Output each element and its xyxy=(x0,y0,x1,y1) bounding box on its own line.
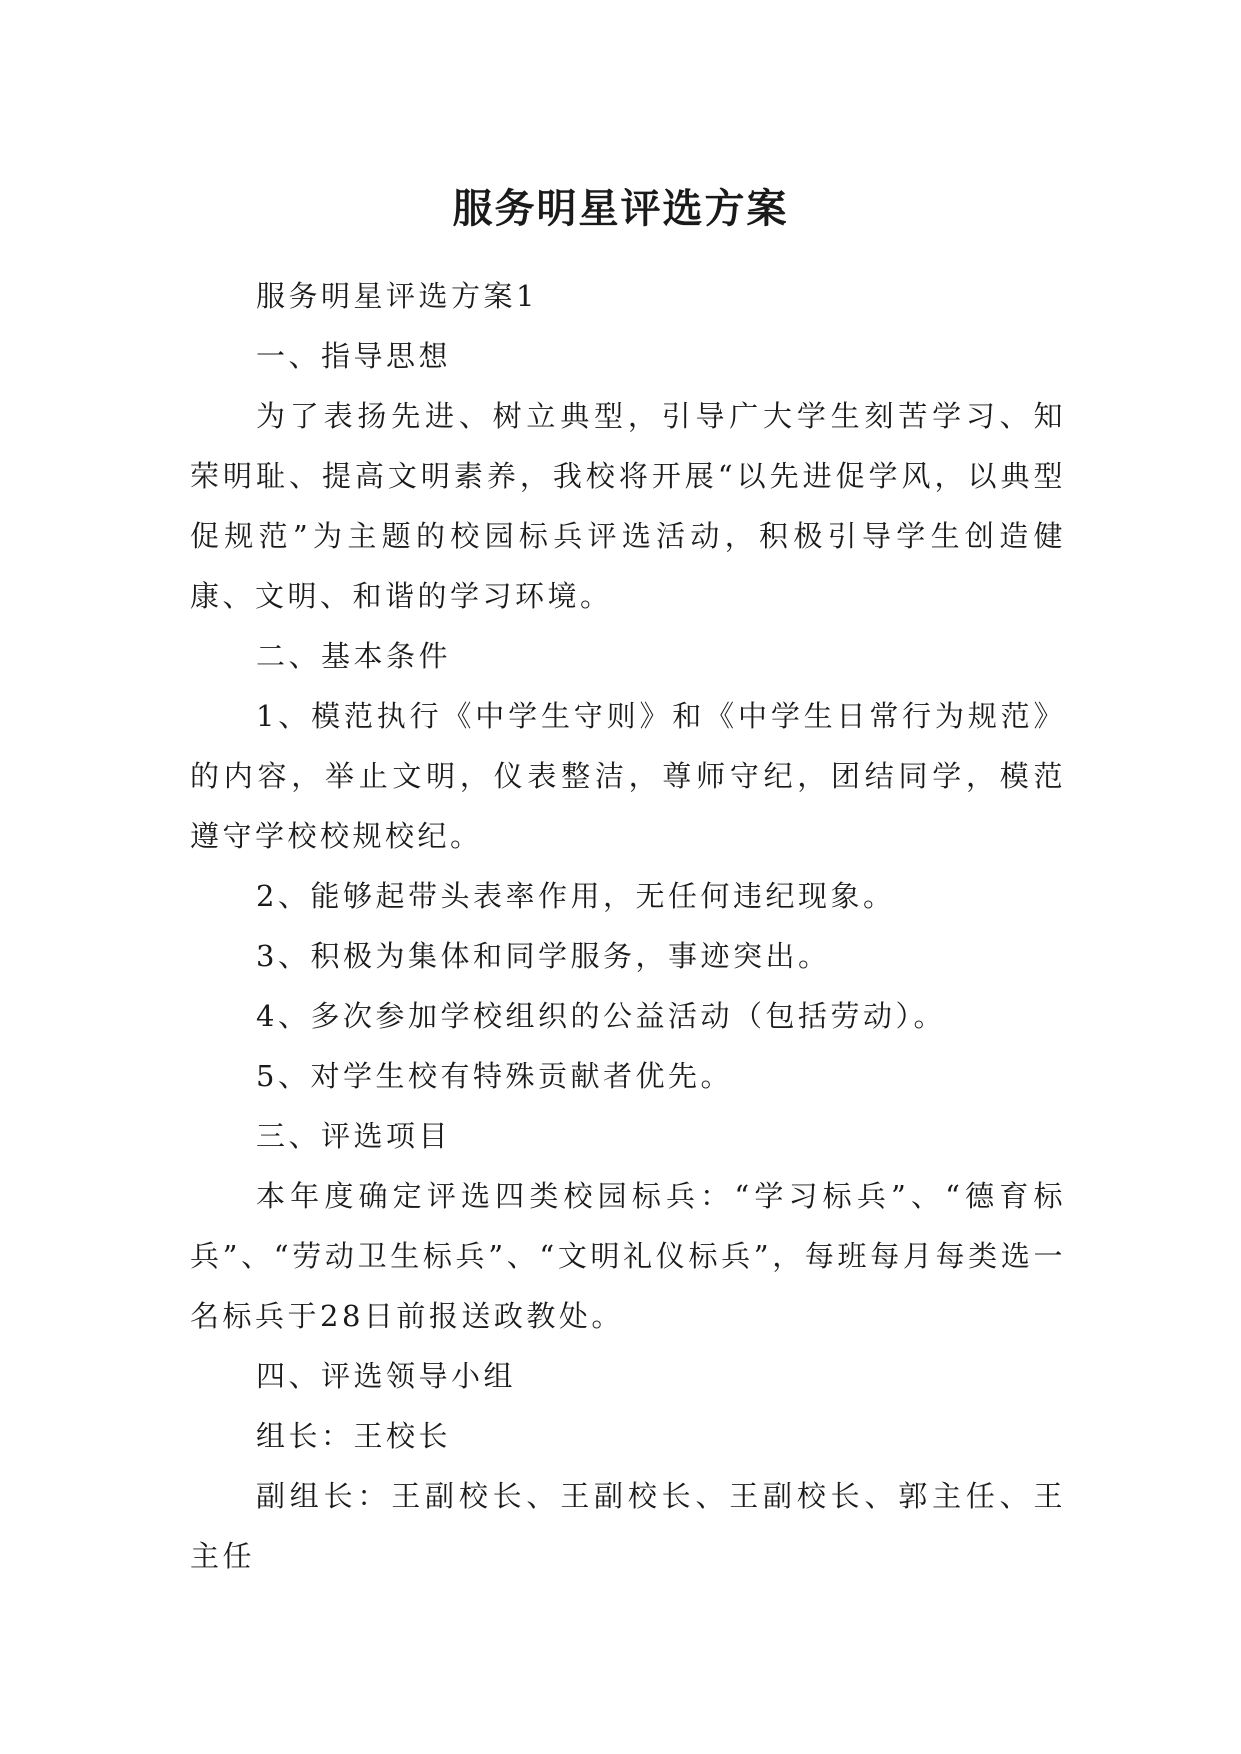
paragraph-condition-3: 3、积极为集体和同学服务，事迹突出。 xyxy=(256,939,831,973)
document-title: 服务明星评选方案 xyxy=(452,184,789,232)
paragraph-condition-5: 5、对学生校有特殊贡献者优先。 xyxy=(256,1059,733,1093)
paragraph-condition-2: 2、能够起带头表率作用，无任何违纪现象。 xyxy=(256,879,896,913)
heading-selection-items: 三、评选项目 xyxy=(256,1119,452,1153)
heading-leadership-group: 四、评选领导小组 xyxy=(256,1359,517,1393)
paragraph-selection-items: 本年度确定评选四类校园标兵：“学习标兵”、“德育标兵”、“劳动卫生标兵”、“文明礼仪标兵”，每班每月每类选一名标兵于28日前报送政教处。 xyxy=(190,1179,1066,1333)
heading-guiding-ideology: 一、指导思想 xyxy=(256,339,452,373)
paragraph-condition-1: 1、模范执行《中学生守则》和《中学生日常行为规范》的内容，举止文明，仪表整洁，尊师守纪，团结同学，模范遵守学校校规校纪。 xyxy=(190,699,1066,853)
paragraph-condition-4: 4、多次参加学校组织的公益活动（包括劳动）。 xyxy=(256,999,946,1033)
paragraph-deputy-leaders: 副组长：王副校长、王副校长、王副校长、郭主任、王主任 xyxy=(190,1479,1066,1573)
paragraph-group-leader: 组长：王校长 xyxy=(256,1419,452,1453)
paragraph-subtitle: 服务明星评选方案1 xyxy=(256,279,538,313)
heading-basic-conditions: 二、基本条件 xyxy=(256,639,452,673)
paragraph-guiding-ideology: 为了表扬先进、树立典型，引导广大学生刻苦学习、知荣明耻、提高文明素养，我校将开展“以先进促学风，以典型促规范”为主题的校园标兵评选活动，积极引导学生创造健康、文明、和谐的学习环境。 xyxy=(190,399,1066,613)
